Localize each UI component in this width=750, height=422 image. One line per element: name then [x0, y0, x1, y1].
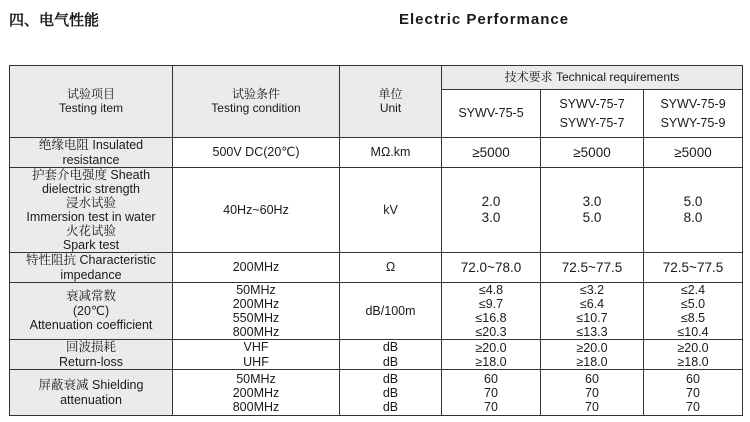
table-row: [10, 253, 743, 283]
value-cell: 2.0 3.0: [442, 168, 541, 253]
value-cell: 72.0~78.0: [442, 253, 541, 283]
value-cell: 60 70 70: [541, 370, 644, 416]
header-model-sywv-75-5: SYWV-75-5: [442, 90, 541, 138]
value-cell: ≤2.4 ≤5.0 ≤8.5 ≤10.4: [644, 283, 743, 340]
value-cell: ≥20.0 ≥18.0: [541, 340, 644, 370]
value-cell: ≥5000: [541, 138, 644, 168]
unit-cell: kV: [340, 168, 442, 253]
item-characteristic-impedance: 特性阻抗 Characteristic impedance: [10, 253, 173, 283]
unit-cell: dB/100m: [340, 283, 442, 340]
unit-cell: dB dB: [340, 340, 442, 370]
value-cell: ≤3.2 ≤6.4 ≤10.7 ≤13.3: [541, 283, 644, 340]
table-row: [10, 138, 743, 168]
header-unit: 单位 Unit: [340, 66, 442, 138]
item-shielding-attenuation: 屏蔽衰减 Shielding attenuation: [10, 370, 173, 416]
value-cell: 3.0 5.0: [541, 168, 644, 253]
item-sheath-dielectric-strength: 护套介电强度 Sheath dielectric strength 浸水试验 Immersion test in water 火花试验 Spark test: [10, 168, 173, 253]
condition-cell: 500V DC(20℃): [173, 138, 340, 168]
condition-cell: VHF UHF: [173, 340, 340, 370]
unit-cell: MΩ.km: [340, 138, 442, 168]
header-testing-item: 试验项目 Testing item: [10, 66, 173, 138]
section-heading-en: Electric Performance: [399, 11, 570, 28]
unit-cell: dB dB dB: [340, 370, 442, 416]
condition-cell: 50MHz 200MHz 800MHz: [173, 370, 340, 416]
table-row: [10, 370, 743, 416]
value-cell: 60 70 70: [644, 370, 743, 416]
condition-cell: 40Hz~60Hz: [173, 168, 340, 253]
table-row: [10, 168, 743, 253]
table-row: [10, 340, 743, 370]
value-cell: ≥5000: [644, 138, 743, 168]
header-model-75-7: SYWV-75-7 SYWY-75-7: [541, 90, 644, 138]
value-cell: 60 70 70: [442, 370, 541, 416]
electric-performance-table: [9, 65, 743, 416]
value-cell: 72.5~77.5: [541, 253, 644, 283]
value-cell: ≤4.8 ≤9.7 ≤16.8 ≤20.3: [442, 283, 541, 340]
table-row: [10, 283, 743, 340]
item-attenuation-coefficient: 衰减常数 (20℃) Attenuation coefficient: [10, 283, 173, 340]
unit-cell: Ω: [340, 253, 442, 283]
condition-cell: 50MHz 200MHz 550MHz 800MHz: [173, 283, 340, 340]
value-cell: 72.5~77.5: [644, 253, 743, 283]
value-cell: 5.0 8.0: [644, 168, 743, 253]
header-model-75-9: SYWV-75-9 SYWY-75-9: [644, 90, 743, 138]
header-testing-condition: 试验条件 Testing condition: [173, 66, 340, 138]
value-cell: ≥5000: [442, 138, 541, 168]
header-technical-requirements: 技术要求 Technical requirements: [442, 66, 743, 90]
item-insulated-resistance: 绝缘电阻 Insulated resistance: [10, 138, 173, 168]
value-cell: ≥20.0 ≥18.0: [442, 340, 541, 370]
section-heading-cn: 四、电气性能: [9, 11, 100, 29]
value-cell: ≥20.0 ≥18.0: [644, 340, 743, 370]
condition-cell: 200MHz: [173, 253, 340, 283]
item-return-loss: 回波损耗 Return-loss: [10, 340, 173, 370]
